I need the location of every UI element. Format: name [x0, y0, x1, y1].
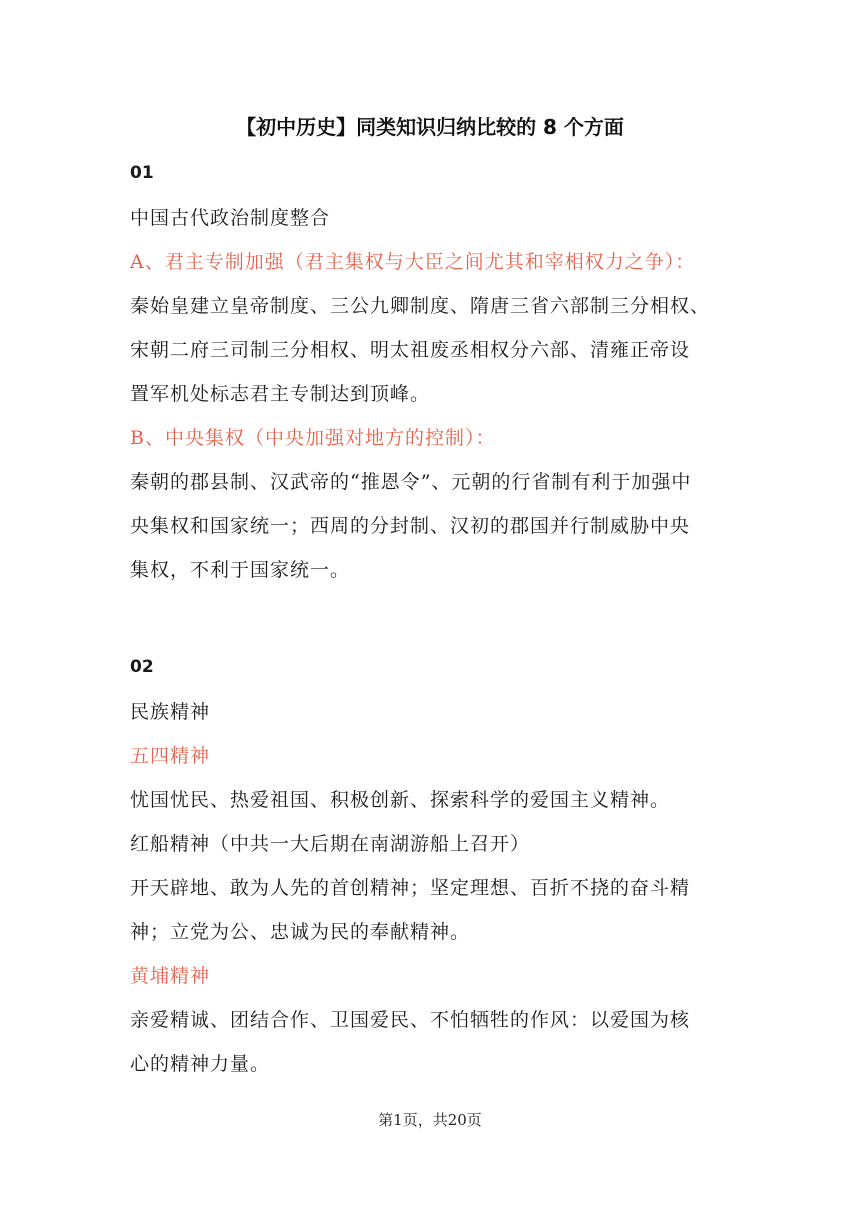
paragraph-line: 集权，不利于国家统一。 — [130, 559, 351, 581]
paragraph-line: 忧国忧民、热爱祖国、积极创新、探索科学的爱国主义精神。 — [130, 789, 671, 811]
subsection-title-hongchuan: 红船精神（中共一大后期在南湖游船上召开） — [130, 833, 531, 855]
page-title: 【初中历史】同类知识归纳比较的 8 个方面 — [236, 115, 624, 139]
paragraph-line: 央集权和国家统一；西周的分封制、汉初的郡国并行制威胁中央 — [130, 515, 691, 537]
section-number: 01 — [130, 163, 154, 183]
paragraph-line: 秦始皇建立皇帝制度、三公九卿制度、隋唐三省六部制三分相权、 — [130, 295, 711, 317]
paragraph-line: 心的精神力量。 — [130, 1053, 271, 1075]
paragraph-line: 开天辟地、敢为人先的首创精神；坚定理想、百折不挠的奋斗精 — [130, 877, 691, 899]
paragraph-line: 亲爱精诚、团结合作、卫国爱民、不怕牺牲的作风：以爱国为核 — [130, 1009, 691, 1031]
paragraph-line: 秦朝的郡县制、汉武帝的“推恩令”、元朝的行省制有利于加强中 — [130, 471, 692, 493]
section-number: 02 — [130, 657, 154, 677]
section-heading: 中国古代政治制度整合 — [130, 207, 331, 229]
subsection-title-huangpu: 黄埔精神 — [130, 965, 211, 987]
section-heading: 民族精神 — [130, 701, 211, 723]
page-footer: 第1页，共20页 — [378, 1111, 482, 1129]
document-body — [130, 158, 735, 1086]
paragraph-line: 宋朝二府三司制三分相权、明太祖废丞相权分六部、清雍正帝设 — [130, 339, 691, 361]
subsection-title-b: B、中央集权（中央加强对地方的控制）： — [130, 427, 496, 449]
subsection-title-wusi: 五四精神 — [130, 745, 211, 767]
paragraph-line: 神；立党为公、忠诚为民的奉献精神。 — [130, 921, 471, 943]
subsection-title-a: A、君主专制加强（君主集权与大臣之间尤其和宰相权力之争）： — [130, 251, 696, 273]
paragraph-line: 置军机处标志君主专制达到顶峰。 — [130, 383, 431, 405]
